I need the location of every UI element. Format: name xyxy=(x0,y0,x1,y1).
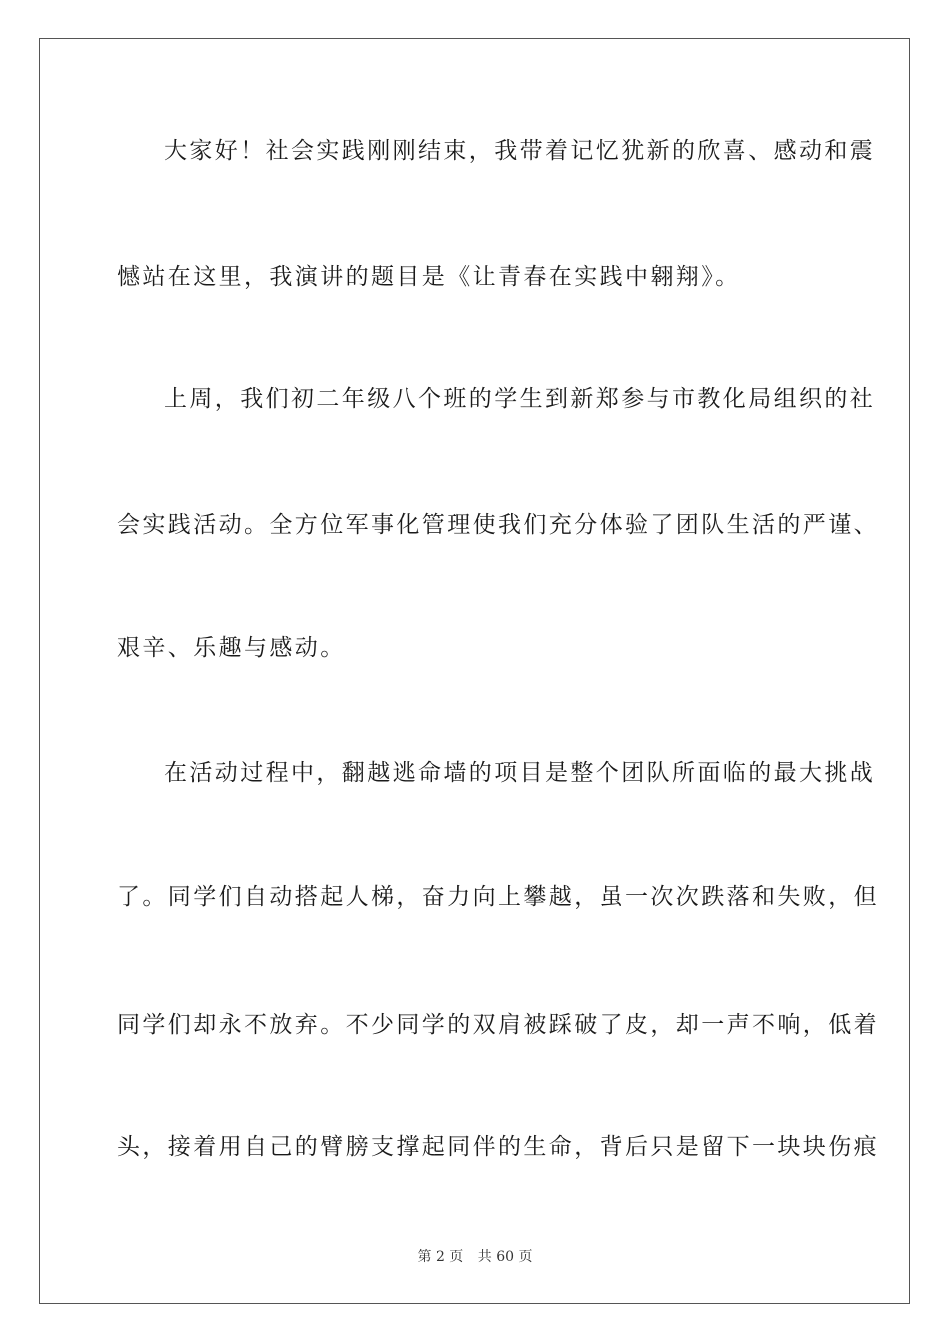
page-border xyxy=(39,38,910,1304)
page-footer xyxy=(0,1248,950,1266)
text-line: 在活动过程中，翻越逃命墙的项目是整个团队所面临的最大挑战 xyxy=(164,760,876,786)
text-line: 憾站在这里，我演讲的题目是《让青春在实践中翱翔》。 xyxy=(117,264,741,290)
text-line: 了。同学们自动搭起人梯，奋力向上攀越，虽一次次跌落和失败，但 xyxy=(117,884,879,910)
text-line: 艰辛、乐趣与感动。 xyxy=(117,635,346,661)
text-line: 同学们却永不放弃。不少同学的双肩被踩破了皮，却一声不响，低着 xyxy=(117,1012,879,1038)
text-line: 上周，我们初二年级八个班的学生到新郑参与市教化局组织的社 xyxy=(164,386,876,412)
text-line: 大家好！社会实践刚刚结束，我带着记忆犹新的欣喜、感动和震 xyxy=(164,138,876,164)
text-line: 会实践活动。全方位军事化管理使我们充分体验了团队生活的严谨、 xyxy=(117,512,879,538)
text-line: 头，接着用自己的臂膀支撑起同伴的生命，背后只是留下一块块伤痕 xyxy=(117,1134,879,1160)
page-number: 第 2 页 xyxy=(417,1249,464,1265)
page-total: 共 60 页 xyxy=(477,1249,533,1265)
